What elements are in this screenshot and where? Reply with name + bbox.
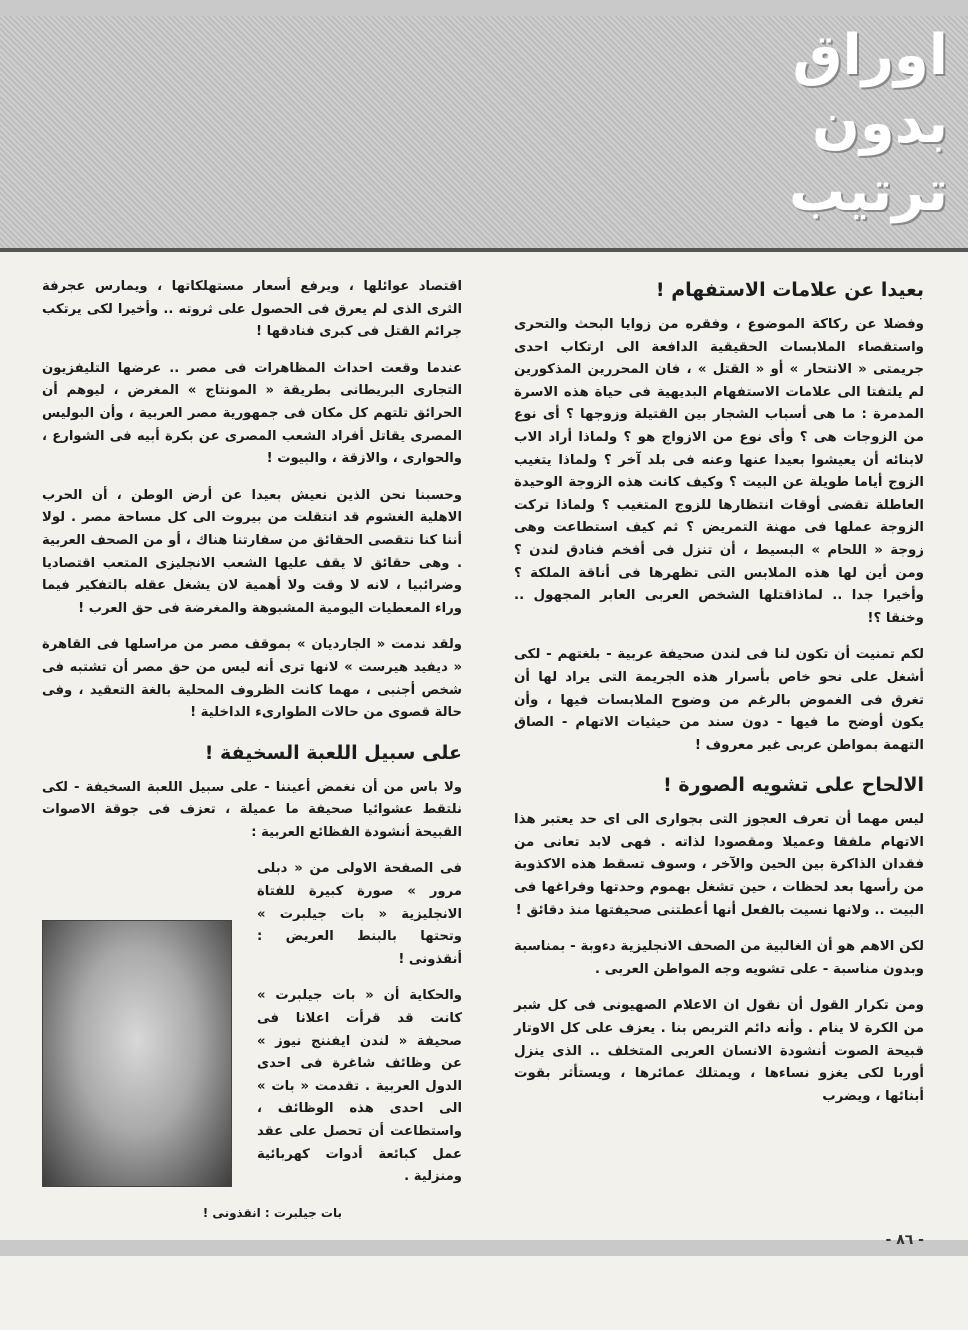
- series-title-line: ترتيب: [788, 159, 948, 224]
- photo-block: [42, 920, 272, 1187]
- page-number: - ٨٦ -: [885, 1232, 924, 1248]
- paragraph: ولقد ندمت « الجارديان » بموقف مصر من مراسلها فى القاهرة « ديفيد هيرست » لانها ترى أنه ليس من حق مصر أن تشتبه فى شخص أجنبى ، مهما كانت الظروف المحلية بالغة التعقيد ، وفى حالة قصوى من حالات الطوارىء الداخلية !: [42, 637, 462, 721]
- paragraph: ولا باس من أن نغمض أعيننا - على سبيل اللعبة السخيفة - لكى نلتقط عشوائيا صحيفة ما عميلة ، تعزف فى جوقة الاصوات القبيحة أنشودة الفظائع العربية :: [42, 779, 462, 840]
- series-title-line: اوراق: [792, 23, 948, 88]
- paragraph: عندما وقعت احداث المظاهرات فى مصر .. عرضها التليفزيون التجارى البريطانى بطريقة « المونتاج » المغرض ، ليوهم أن الحرائق تلتهم كل مكان فى جمهورية مصر العربية ، وأن البوليس المصرى يقاتل أفراد الشعب المصرى عن بكرة أبيه فى الشوارع ، والحوارى ، والازقة ، والبيوت !: [42, 360, 462, 467]
- paragraph: لكم تمنيت أن تكون لنا فى لندن صحيفة عربية - بلغتهم - لكى أشغل على نحو خاص بأسرار هذه الجريمة التى يراد لها أن تغرق فى الغموض بالرغم من وضوح الملابسات فيها ، وأن يكون أوضح ما فيها - دون سند من حيثيات الاتهام - الصاق التهمة بمواطن عربى غير معروف !: [514, 647, 924, 753]
- paragraph: لكن الاهم هو أن الغالبية من الصحف الانجليزية دءوبة - بمناسبة وبدون مناسبة - على تشويه وجه المواطن العربى .: [514, 939, 924, 977]
- paragraph: ومن تكرار القول أن نقول ان الاعلام الصهيونى فى كل شبر من الكرة لا ينام . وأنه دائم التربص بنا . يعزف على كل الاوتار قبيحة الصوت أنشودة الانسان العربى المتخلف .. الذى ينزل أوربا لكى يغزو نساءها ، ويمتلك عمائرها ، ويستأثر بقوت أبنائها ، ويضرب: [514, 998, 924, 1104]
- paragraph: اقتصاد عوائلها ، ويرفع أسعار مستهلكاتها ، ويمارس عجرفة الثرى الذى لم يعرق فى الحصول على ثروته .. وأخيرا لكى يرتكب جرائم القتل فى كبرى فنادقها !: [42, 279, 462, 340]
- section-heading: على سبيل اللعبة السخيفة !: [204, 741, 462, 764]
- section-heading: بعيدا عن علامات الاستفهام !: [655, 279, 924, 301]
- paragraph: وحسبنا نحن الذين نعيش بعيدا عن أرض الوطن ، أن الحرب الاهلية الغشوم قد انتقلت من بيروت الى كل مساحة مصر . لولا أننا كنا نتقصى الحقائق من سفارتنا هناك ، أو من الصحف العربية . وهى حقائق لا يقف عليها الشعب الانجليزى المتعب اقتصاديا وضرائبيا ، لانه لا وقت ولا أهمية لان يشغل عقله بالتفكير فيما وراء المعطيات اليومية المشبوهة والمغرضة فى حق العرب !: [42, 487, 462, 616]
- portrait-photo: [42, 920, 232, 1187]
- footer-rule: [0, 1240, 968, 1256]
- top-rule: [0, 0, 968, 16]
- paragraph: فى الصفحة الاولى من « دبلى مرور » صورة كبيرة للفتاة الانجليزية « بات جيلبرت » وتحتها بالبنط العريض : أنقذونى !: [257, 861, 462, 967]
- header-divider: [0, 248, 968, 252]
- series-title: [688, 22, 948, 226]
- section-heading: الالحاح على تشويه الصورة !: [663, 774, 924, 797]
- series-title-line: بدون: [812, 91, 948, 156]
- paragraph: وفضلا عن ركاكة الموضوع ، وفقره من زوايا البحث والتحرى واستقصاء الملابسات الحقيقية الدافعة الى ارتكاب احدى جريمتى « الانتحار » أو « القتل » ، فان المحررين المذكورين لم يلتفتا الى علامات الاستفهام البديهية فى حياة هذه الاسرة المدمرة : ما هى أسباب الشجار بين القتيلة وزوجها ؟ أى نوع من الزوجات هى ؟ وأى نوع من الازواج هو ؟ ولماذا أراد الاب لابنائه أن يعيشوا بعيدا عنها وعنه فى بلد آخر ؟ ولماذا يتغيب الزوج أياما طويلة عن البيت ؟ وكيف كانت هذه الزوجة الوحيدة العاطلة تقضى أوقات انتظارها للزوج المتغيب ؟ ولماذا تركت الزوجة عملها فى مهنة التمريض ؟ ثم كيف استطاعت وهى زوجة « اللحام » البسيط ، أن تنزل فى أفخم فنادق لندن ؟ ومن أين لها هذه الملابس التى تظهرها فى أناقة الملكة ؟ وأخيرا جدا .. لماذاقتلها الشخص العربى العابر المجهول .. وخنقا ؟!: [514, 317, 924, 626]
- paragraph: والحكاية أن « بات جيلبرت » كانت قد قرأت اعلانا فى صحيفة « لندن ايفننج نيوز » عن وظائف شاغرة فى احدى الدول العربية . تقدمت « بات » الى احدى هذه الوظائف ، واستطاعت أن تحصل على عقد عمل كبائعة أدوات كهربائية ومنزلية .: [257, 988, 462, 1185]
- photo-caption: بات جيلبرت : انقذونى !: [202, 1206, 342, 1220]
- paragraph: ليس مهما أن تعرف العجوز التى بجوارى الى اى حد يعتبر هذا الاتهام ملفقا وعميلا ومقصودا لذاته . فهى لابد تعانى من فقدان الذاكرة بين الحين والآخر ، وسوف تسقط هذه الاكذوبة من رأسها بعد لحظات ، حين تشغل بهموم وحدتها وفراغها فى البيت .. ولانها نسيت بالفعل أنها أعطتنى صحيفتها منذ دقائق !: [514, 812, 924, 918]
- right-column: [514, 276, 924, 1122]
